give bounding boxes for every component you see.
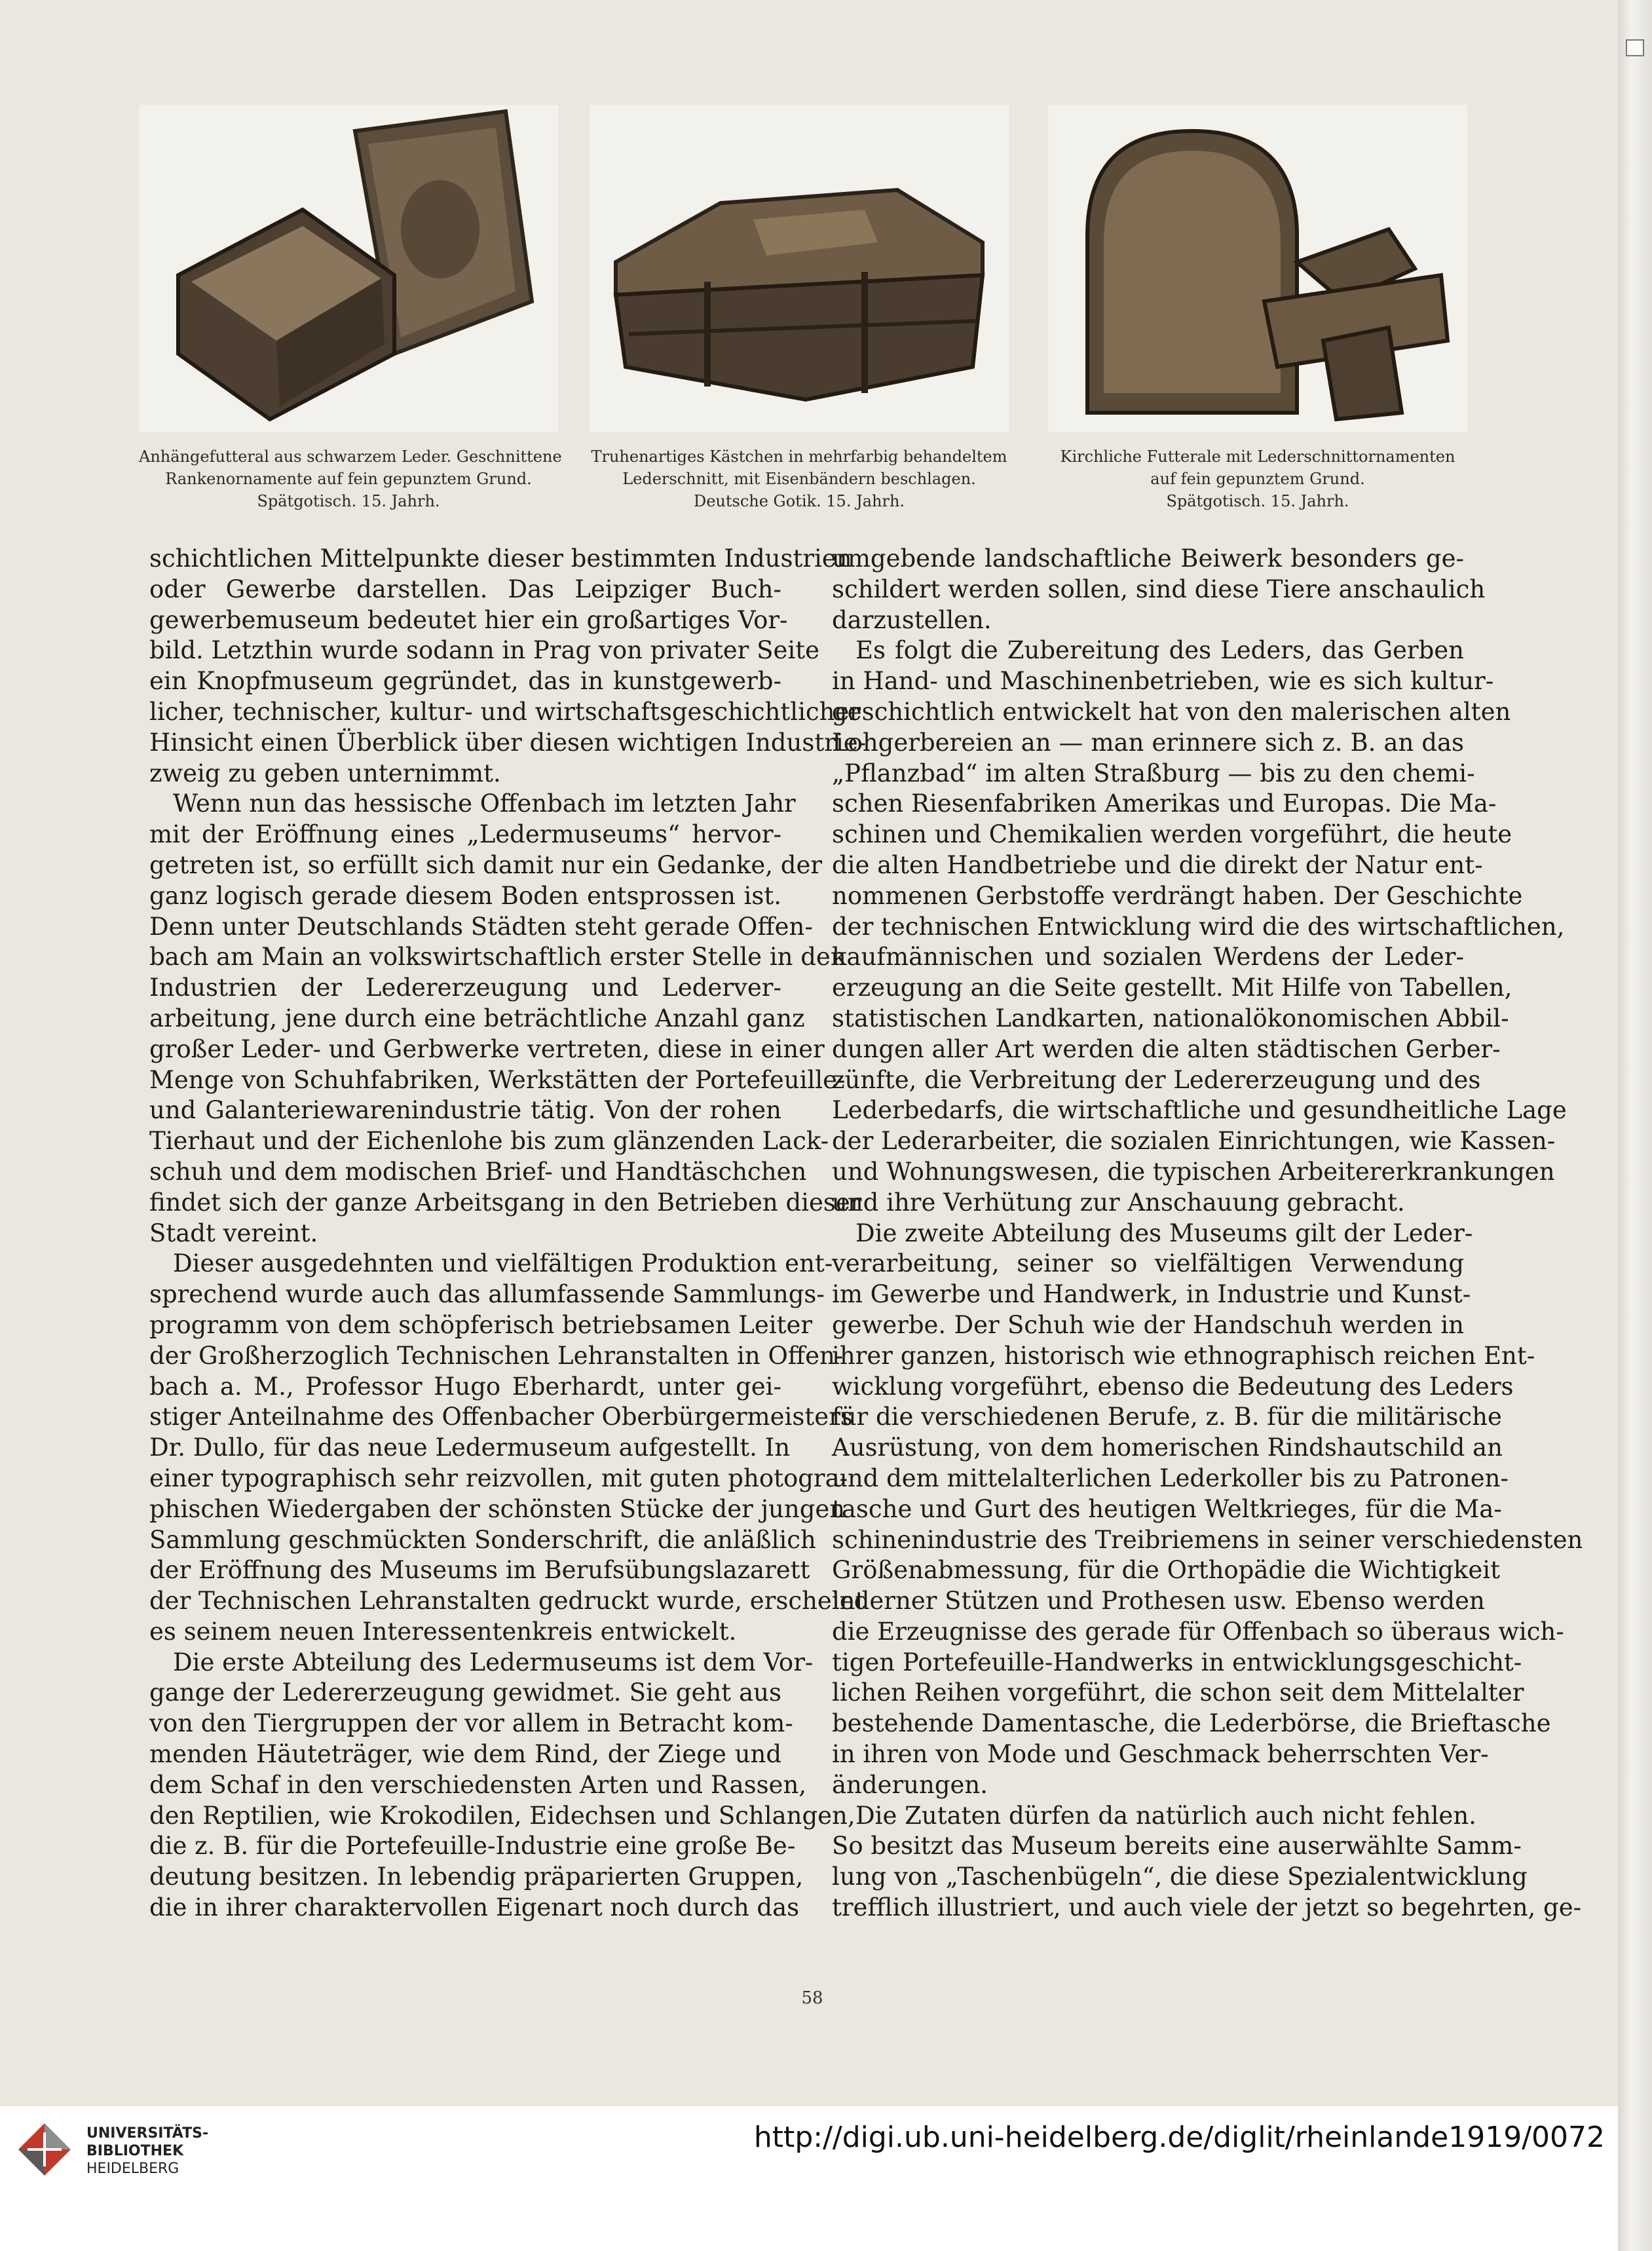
caption-line: Deutsche Gotik. 15. Jahrh.: [693, 492, 905, 510]
text-line: schen Riesenfabriken Amerikas und Europas. Die Ma-: [832, 789, 1497, 818]
text-line: lichen Reihen vorgeführt, die schon seit dem Mittelalter: [832, 1678, 1524, 1707]
caption-line: Kirchliche Futterale mit Lederschnittornamenten: [1060, 447, 1455, 466]
text-line: schildert werden sollen, sind diese Tiere anschaulich: [832, 575, 1486, 603]
text-line: von den Tiergruppen der vor allem in Betracht kom-: [149, 1709, 793, 1738]
text-line: schinen und Chemikalien werden vorgeführt, die heute: [832, 820, 1512, 849]
text-line: ein Knopfmuseum gegründet, das in kunstgewerb-: [149, 667, 781, 696]
text-line: stiger Anteilnahme des Offenbacher Oberbürgermeisters: [149, 1403, 853, 1431]
text-line: bild. Letzthin wurde sodann in Prag von privater Seite: [149, 636, 819, 665]
text-line: lederner Stützen und Prothesen usw. Ebenso werden: [832, 1587, 1485, 1616]
text-line: dungen aller Art werden die alten städtischen Gerber-: [832, 1034, 1501, 1063]
text-line: gewerbemuseum bedeutet hier ein großartiges Vor-: [149, 605, 788, 634]
text-line: die z. B. für die Portefeuille-Industrie eine große Be-: [149, 1832, 796, 1861]
right-text-column: [832, 544, 1583, 1923]
photo-leather-case: [139, 105, 558, 432]
text-line: bach am Main an volkswirtschaftlich erster Stelle in den: [149, 943, 846, 972]
text-line: getreten ist, so erfüllt sich damit nur ein Gedanke, der: [149, 850, 823, 879]
text-line: gange der Ledererzeugung gewidmet. Sie geht aus: [149, 1678, 781, 1707]
text-line: gewerbe. Der Schuh wie der Handschuh werden in: [832, 1310, 1464, 1339]
text-line: Hinsicht einen Überblick über diesen wichtigen Industrie-: [149, 728, 867, 757]
text-line: ihrer ganzen, historisch wie ethnographisch reichen Ent-: [832, 1341, 1535, 1370]
text-line: der Großherzoglich Technischen Lehranstalten in Offen-: [149, 1341, 844, 1370]
text-line: die Erzeugnisse des gerade für Offenbach so überaus wich-: [832, 1617, 1564, 1646]
text-line: den Reptilien, wie Krokodilen, Eidechsen und Schlangen,: [149, 1801, 855, 1830]
text-line: oder Gewerbe darstellen. Das Leipziger Buch-: [149, 575, 781, 603]
caption-line: auf fein gepunztem Grund.: [1150, 470, 1365, 488]
photo-chest-box: [590, 105, 1009, 432]
text-line: der Eröffnung des Museums im Berufsübungslazarett: [149, 1556, 810, 1585]
text-line: lung von „Taschenbügeln“, die diese Spezialentwicklung: [832, 1863, 1528, 1891]
text-line: schinenindustrie des Treibriemens in seiner verschiedensten: [832, 1525, 1583, 1554]
text-line: So besitzt das Museum bereits eine auserwählte Samm-: [832, 1832, 1522, 1861]
text-line: schichtlichen Mittelpunkte dieser bestimmten Industrien: [149, 544, 852, 573]
library-name: [86, 2125, 208, 2178]
text-line: in Hand- und Maschinenbetrieben, wie es sich kultur-: [832, 667, 1494, 696]
text-line: Sammlung geschmückten Sonderschrift, die anläßlich: [149, 1525, 816, 1554]
library-name-line: HEIDELBERG: [86, 2161, 179, 2177]
figure-leather-case: [139, 105, 558, 432]
text-line: Die zweite Abteilung des Museums gilt der Leder-: [855, 1219, 1473, 1247]
text-line: änderungen.: [832, 1770, 988, 1799]
library-name-line: UNIVERSITÄTS-: [86, 2125, 209, 2142]
text-line: mit der Eröffnung eines „Ledermuseums“ hervor-: [149, 820, 781, 849]
figure-caption-3: [1048, 445, 1467, 512]
caption-line: Spätgotisch. 15. Jahrh.: [1166, 492, 1349, 510]
text-line: Dr. Dullo, für das neue Ledermuseum aufgestellt. In: [149, 1433, 791, 1462]
text-line: dem Schaf in den verschiedensten Arten und Rassen,: [149, 1770, 807, 1799]
scan-edge-marker: [1626, 39, 1644, 56]
text-line: Stadt vereint.: [149, 1219, 318, 1247]
text-line: umgebende landschaftliche Beiwerk besonders ge-: [832, 544, 1464, 573]
text-line: zweig zu geben unternimmt.: [149, 759, 501, 787]
text-line: kaufmännischen und sozialen Werdens der Leder-: [832, 943, 1464, 972]
figure-church-cases: [1048, 105, 1467, 432]
text-line: menden Häuteträger, wie dem Rind, der Ziege und: [149, 1740, 781, 1769]
figure-chest-box: [590, 105, 1009, 432]
page-number: 58: [801, 1988, 823, 2008]
caption-line: Anhängefutteral aus schwarzem Leder. Geschnittene: [139, 447, 562, 466]
source-url-link[interactable]: http://digi.ub.uni-heidelberg.de/diglit/rheinlande1919/0072: [753, 2121, 1605, 2154]
text-line: Wenn nun das hessische Offenbach im letzten Jahr: [173, 789, 796, 818]
text-line: großer Leder- und Gerbwerke vertreten, diese in einer: [149, 1034, 825, 1063]
text-line: Denn unter Deutschlands Städten steht gerade Offen-: [149, 912, 813, 941]
text-line: die in ihrer charaktervollen Eigenart noch durch das: [149, 1893, 800, 1922]
text-line: phischen Wiedergaben der schönsten Stücke der jungen: [149, 1494, 846, 1523]
text-line: Es folgt die Zubereitung des Leders, das Gerben: [855, 636, 1464, 665]
text-line: sprechend wurde auch das allumfassende Sammlungs-: [149, 1280, 825, 1309]
text-line: der technischen Entwicklung wird die des wirtschaftlichen,: [832, 912, 1565, 941]
text-line: arbeitung, jene durch eine beträchtliche Anzahl ganz: [149, 1004, 805, 1032]
text-line: darzustellen.: [832, 605, 992, 634]
caption-line: Truhenartiges Kästchen in mehrfarbig behandeltem: [591, 447, 1007, 466]
text-line: tigen Portefeuille-Handwerks in entwicklungsgeschicht-: [832, 1648, 1522, 1676]
scan-edge: [1618, 0, 1652, 2251]
text-line: und Wohnungswesen, die typischen Arbeitererkrankungen: [832, 1157, 1555, 1186]
text-line: erzeugung an die Seite gestellt. Mit Hilfe von Tabellen,: [832, 974, 1512, 1002]
text-line: Industrien der Ledererzeugung und Lederver-: [149, 974, 781, 1002]
text-line: Größenabmessung, für die Orthopädie die Wichtigkeit: [832, 1556, 1500, 1585]
text-line: tasche und Gurt des heutigen Weltkrieges, für die Ma-: [832, 1494, 1502, 1523]
text-line: ganz logisch gerade diesem Boden entsprossen ist.: [149, 881, 781, 910]
text-line: Dieser ausgedehnten und vielfältigen Produktion ent-: [173, 1249, 833, 1278]
text-line: schuh und dem modischen Brief- und Handtäschchen: [149, 1157, 807, 1186]
text-line: Menge von Schuhfabriken, Werkstätten der Portefeuille-: [149, 1065, 846, 1094]
text-line: und Galanteriewarenindustrie tätig. Von der rohen: [149, 1096, 781, 1125]
text-line: und dem mittelalterlichen Lederkoller bis zu Patronen-: [832, 1464, 1509, 1492]
text-line: Die Zutaten dürfen da natürlich auch nicht fehlen.: [855, 1801, 1476, 1830]
text-line: findet sich der ganze Arbeitsgang in den Betrieben dieser: [149, 1188, 862, 1217]
footer-bar: [0, 2106, 1618, 2251]
text-line: Tierhaut und der Eichenlohe bis zum glänzenden Lack-: [149, 1127, 829, 1156]
text-line: „Pflanzbad“ im alten Straßburg — bis zu den chemi-: [832, 759, 1475, 787]
left-text-column: [149, 544, 867, 1923]
text-line: bach a. M., Professor Hugo Eberhardt, unter gei-: [149, 1372, 781, 1401]
text-line: einer typographisch sehr reizvollen, mit guten photogra-: [149, 1464, 848, 1492]
text-line: deutung besitzen. In lebendig präparierten Gruppen,: [149, 1863, 804, 1891]
text-line: Die erste Abteilung des Ledermuseums ist dem Vor-: [173, 1648, 814, 1676]
text-line: geschichtlich entwickelt hat von den malerischen alten: [832, 697, 1511, 726]
text-line: trefflich illustriert, und auch viele der jetzt so begehrten, ge-: [832, 1893, 1582, 1922]
text-line: verarbeitung, seiner so vielfältigen Verwendung: [832, 1249, 1464, 1278]
text-line: Ausrüstung, von dem homerischen Rindshautschild an: [832, 1433, 1503, 1462]
text-line: licher, technischer, kultur- und wirtschaftsgeschichtlicher: [149, 697, 861, 726]
text-line: Lederbedarfs, die wirtschaftliche und gesundheitliche Lage: [832, 1096, 1567, 1125]
text-line: bestehende Damentasche, die Lederbörse, die Brieftasche: [832, 1709, 1551, 1738]
library-name-line: BIBLIOTHEK: [86, 2143, 184, 2159]
caption-line: Rankenornamente auf fein gepunztem Grund.: [165, 470, 532, 488]
text-line: der Lederarbeiter, die sozialen Einrichtungen, wie Kassen-: [832, 1127, 1556, 1156]
text-line: und ihre Verhütung zur Anschauung gebracht.: [832, 1188, 1405, 1217]
text-line: die alten Handbetriebe und die direkt der Natur ent-: [832, 850, 1483, 879]
photo-church-cases: [1048, 105, 1467, 432]
text-line: im Gewerbe und Handwerk, in Industrie und Kunst-: [832, 1280, 1471, 1309]
figure-caption-2: [590, 445, 1009, 512]
text-line: nommenen Gerbstoffe verdrängt haben. Der Geschichte: [832, 881, 1523, 910]
text-line: statistischen Landkarten, nationalökonomischen Abbil-: [832, 1004, 1509, 1032]
text-line: für die verschiedenen Berufe, z. B. für die militärische: [832, 1403, 1502, 1431]
text-line: es seinem neuen Interessentenkreis entwickelt.: [149, 1617, 737, 1646]
figure-caption-1: [139, 445, 562, 512]
text-line: der Technischen Lehranstalten gedruckt wurde, erscheint: [149, 1587, 865, 1616]
text-line: zünfte, die Verbreitung der Ledererzeugung und des: [832, 1065, 1481, 1094]
caption-line: Spätgotisch. 15. Jahrh.: [257, 492, 440, 510]
text-line: Lohgerbereien an — man erinnere sich z. B. an das: [832, 728, 1464, 757]
text-line: programm von dem schöpferisch betriebsamen Leiter: [149, 1310, 813, 1339]
text-line: in ihren von Mode und Geschmack beherrschten Ver-: [832, 1740, 1489, 1769]
caption-line: Lederschnitt, mit Eisenbändern beschlagen.: [622, 470, 976, 488]
text-line: wicklung vorgeführt, ebenso die Bedeutung des Leders: [832, 1372, 1514, 1401]
library-logo-icon: [14, 2119, 75, 2180]
